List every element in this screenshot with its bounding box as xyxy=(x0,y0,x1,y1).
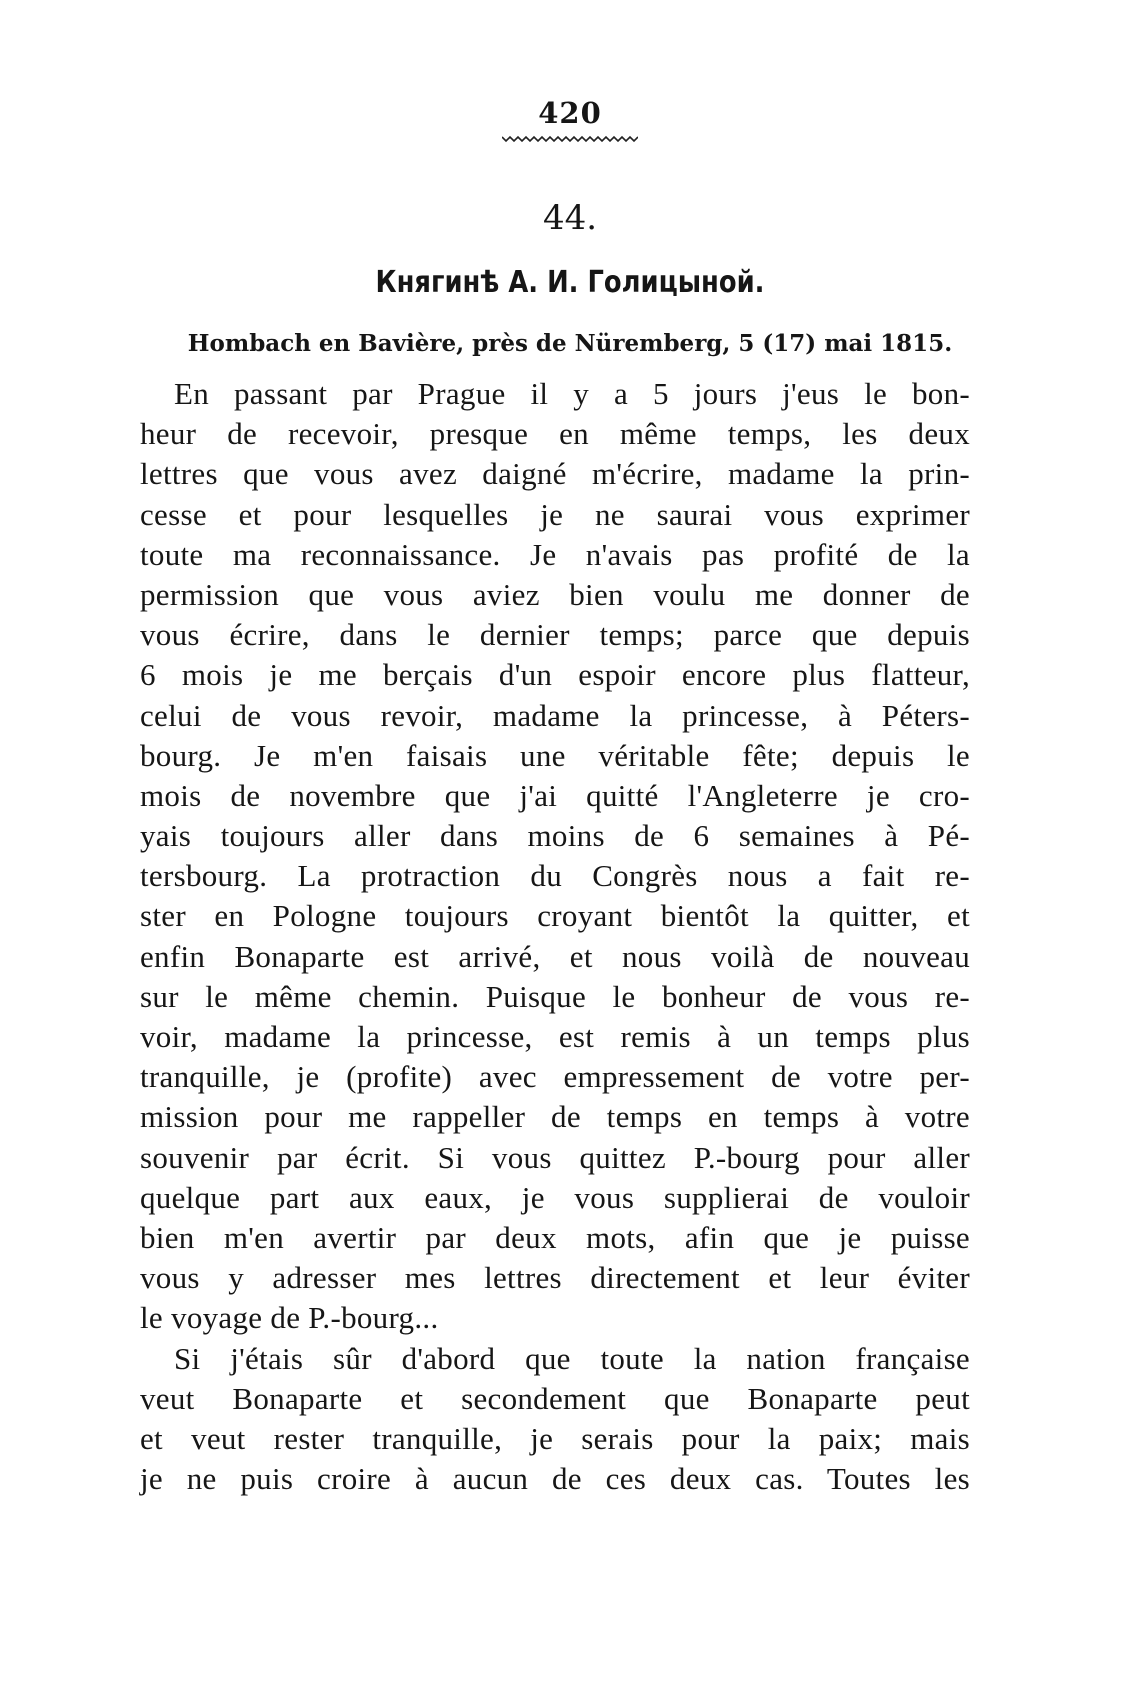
text-line: permission que vous aviez bien voulu me donner de xyxy=(140,576,970,612)
text-line: heur de recevoir, presque en même temps, les deux xyxy=(140,416,970,452)
text-line: mois de novembre que j'ai quitté l'Angleterre je cro- xyxy=(140,777,970,813)
text-line: souvenir par écrit. Si vous quittez P.-bourg pour aller xyxy=(140,1139,970,1175)
text-line: yais toujours aller dans moins de 6 semaines à Pé- xyxy=(140,818,970,854)
text-line: mission pour me rappeller de temps en temps à votre xyxy=(140,1099,970,1135)
text-line: En passant par Prague il y a 5 jours j'eus le bon- xyxy=(174,376,970,411)
text-line: 6 mois je me berçais d'un espoir encore plus flatteur, xyxy=(140,657,970,693)
text-line: et veut rester tranquille, je serais pour la paix; mais xyxy=(140,1420,970,1456)
text-line: celui de vous revoir, madame la princesse, à Péters- xyxy=(140,697,970,733)
text-line: lettres que vous avez daigné m'écrire, madame la prin- xyxy=(140,456,970,492)
text-line: bien m'en avertir par deux mots, afin que je puisse xyxy=(140,1219,970,1255)
page-number: 420 xyxy=(538,96,602,130)
letter-body xyxy=(140,374,970,1499)
text-line: voir, madame la princesse, est remis à un temps plus xyxy=(140,1019,970,1054)
text-line: enfin Bonaparte est arrivé, et nous voilà de nouveau xyxy=(140,938,970,974)
text-line: sur le même chemin. Puisque le bonheur de vous re- xyxy=(140,978,970,1014)
text-line: je ne puis croire à aucun de ces deux cas. Toutes les xyxy=(140,1461,970,1497)
text-line: Si j'étais sûr d'abord que toute la nation française xyxy=(174,1340,970,1376)
text-line: vous écrire, dans le dernier temps; parce que depuis xyxy=(140,617,970,653)
paragraph-1 xyxy=(140,374,970,1339)
text-line: tersbourg. La protraction du Congrès nous a fait re- xyxy=(140,858,970,894)
text-line: bourg. Je m'en faisais une véritable fête; depuis le xyxy=(140,737,970,773)
text-line: toute ma reconnaissance. Je n'avais pas profité de la xyxy=(140,536,970,572)
letter-recipient: Княгинѣ А. И. Голицыной. xyxy=(375,265,765,300)
text-line: veut Bonaparte et secondement que Bonaparte peut xyxy=(140,1380,970,1416)
text-line: le voyage de P.-bourg... xyxy=(140,1300,439,1336)
text-line: ster en Pologne toujours croyant bientôt la quitter, et xyxy=(140,898,970,934)
text-line: quelque part aux eaux, je vous supplierai de vouloir xyxy=(140,1179,970,1215)
text-line: tranquille, je (profite) avec empressement de votre per- xyxy=(140,1059,970,1095)
letter-dateline: Hombach en Bavière, près de Nüremberg, 5 (17) mai 1815. xyxy=(187,330,953,357)
paragraph-2 xyxy=(140,1339,970,1500)
letter-number: 44. xyxy=(542,198,598,238)
text-line: vous y adresser mes lettres directement et leur éviter xyxy=(140,1260,970,1296)
text-line: cesse et pour lesquelles je ne saurai vous exprimer xyxy=(140,496,970,532)
wavy-rule-ornament xyxy=(502,134,638,144)
